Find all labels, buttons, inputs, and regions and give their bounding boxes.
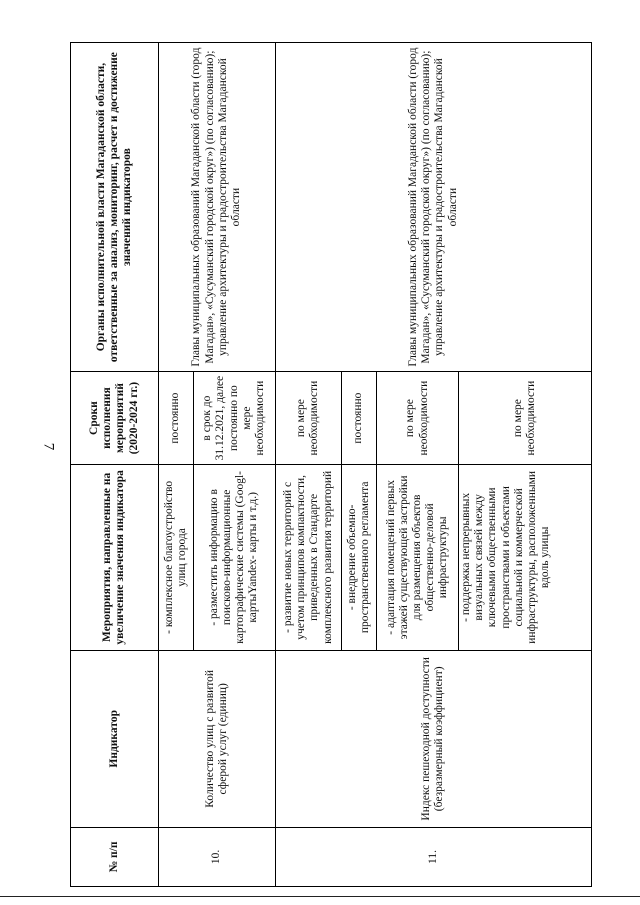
rotated-table-container bbox=[70, 42, 592, 887]
row11-measure-4: - поддержка непрерывных визуальных связей между ключевыми общественными пространствами и объектами социальной и коммерческой инфраструктуры, расположенными вдоль улицы bbox=[459, 465, 592, 651]
header-measures: Мероприятия, направленные на увеличение значения индикатора bbox=[71, 465, 159, 651]
row10-term-2: в срок до 31.12.2021, далее постоянно по мере необходимости bbox=[193, 372, 275, 465]
row11-term-1: по мере необходимости bbox=[275, 372, 341, 465]
row11-measure-3: - адаптация помещений первых этажей существующей застройки для размещения объектов общественно-деловой инфраструктуры bbox=[377, 465, 459, 651]
header-bodies: Органы исполнительной власти Магаданской области, ответственные за анализ, мониторинг, расчет и достижение значений индикаторов bbox=[71, 43, 159, 372]
row10-term-1: постоянно bbox=[158, 372, 193, 465]
table-row bbox=[275, 43, 341, 887]
row10-indicator: Количество улиц с развитой сферой услуг (единиц) bbox=[158, 650, 275, 827]
row11-bodies: Главы муниципальных образований Магаданской области (город Магадан», «Сусуманский городской округ») (по согласованию); управление архитектуры и градостроительства Магаданской области bbox=[275, 43, 591, 372]
row11-num: 11. bbox=[275, 827, 591, 886]
header-terms: Сроки исполнения мероприятий (2020-2024 гг.) bbox=[71, 372, 159, 465]
header-num: № п/п bbox=[71, 827, 159, 886]
row10-num: 10. bbox=[158, 827, 275, 886]
header-indicator: Индикатор bbox=[71, 650, 159, 827]
row11-measure-1: - развитие новых территорий с учетом принципов компактности, приведенных в Стандарте комплексного развития территорий bbox=[275, 465, 341, 651]
row10-measure-1: - комплексное благоустройство улиц города bbox=[158, 465, 193, 651]
row10-bodies: Главы муниципальных образований Магаданской области (город Магадан», «Сусуманский городской округ») (по согласованию); управление архитектуры и градостроительства Магаданской области bbox=[158, 43, 275, 372]
row11-term-3: по мере необходимости bbox=[377, 372, 459, 465]
row10-measure-2: - разместить информацию в поисково-информационные картографические системы (Googl-картыYandex- карты и т.д.) bbox=[193, 465, 275, 651]
row11-term-2: постоянно bbox=[342, 372, 377, 465]
indicators-table bbox=[70, 42, 592, 887]
table-row bbox=[158, 43, 193, 887]
table-header-row bbox=[71, 43, 159, 887]
row11-measure-2: - внедрение объемно-пространственного регламента bbox=[342, 465, 377, 651]
row11-term-4: по мере необходимости bbox=[459, 372, 592, 465]
row11-indicator: Индекс пешеходной доступности (безразмерный коэффициент) bbox=[275, 650, 591, 827]
bottom-rule bbox=[0, 896, 640, 897]
page-number: 7 bbox=[40, 442, 57, 451]
